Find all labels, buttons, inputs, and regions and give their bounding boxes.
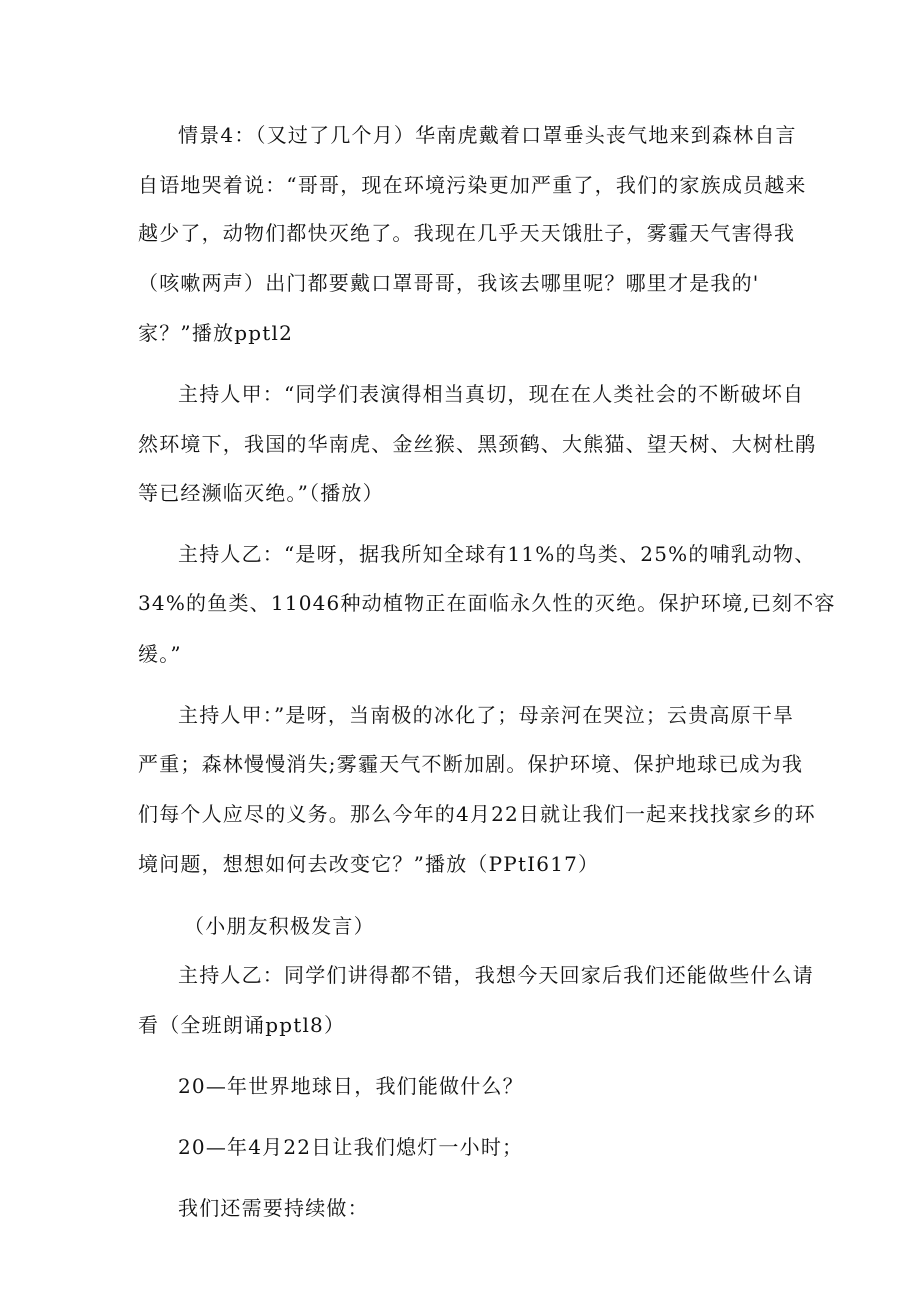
text-line: 情景4：（又过了几个月）华南虎戴着口罩垂头丧气地来到森林自言	[178, 123, 797, 147]
text-line: 缓。”	[138, 642, 182, 666]
text-line: 20—年4月22日让我们熄灯一小时；	[178, 1135, 524, 1159]
text-line: 20—年世界地球日，我们能做什么？	[178, 1074, 524, 1098]
text-line: 主持人乙：“是呀，据我所知全球有11%的鸟类、25%的哺乳动物、	[178, 542, 816, 566]
text-line: 家？”播放pptl2	[138, 321, 293, 345]
text-line: 然环境下，我国的华南虎、金丝猴、黑颈鹤、大熊猫、望天树、大树杜鹃	[138, 432, 817, 456]
text-line: 严重；森林慢慢消失;雾霾天气不断加剧。保护环境、保护地球已成为我	[138, 752, 804, 776]
text-line: 等已经濒临灭绝。”（播放）	[138, 481, 384, 505]
text-line: 境问题，想想如何去改变它？”播放（PPtI617）	[138, 852, 600, 876]
text-line: 越少了，动物们都快灭绝了。我现在几乎天天饿肚子，雾霾天气害得我	[138, 221, 796, 245]
text-line: 34%的鱼类、11046种动植物正在面临永久性的灭绝。保护环境,已刻不容	[138, 591, 836, 615]
text-line: 我们还需要持续做：	[178, 1196, 369, 1220]
text-line: 主持人甲：”是呀，当南极的冰化了；母亲河在哭泣；云贵高原干旱	[178, 703, 795, 727]
text-line: 主持人甲：“同学们表演得相当真切，现在在人类社会的不断破坏自	[178, 382, 805, 406]
text-line: 看（全班朗诵pptl8）	[138, 1013, 346, 1037]
text-line: （小朋友积极发言）	[184, 914, 375, 938]
text-line: （咳嗽两声）出门都要戴口罩哥哥，我该去哪里呢？哪里才是我的'	[138, 271, 760, 295]
text-line: 自语地哭着说：“哥哥，现在环境污染更加严重了，我们的家族成员越来	[138, 173, 807, 197]
text-line: 们每个人应尽的义务。那么今年的4月22日就让我们一起来找找家乡的环	[138, 802, 816, 826]
text-line: 主持人乙：同学们讲得都不错，我想今天回家后我们还能做些什么请	[178, 963, 814, 987]
